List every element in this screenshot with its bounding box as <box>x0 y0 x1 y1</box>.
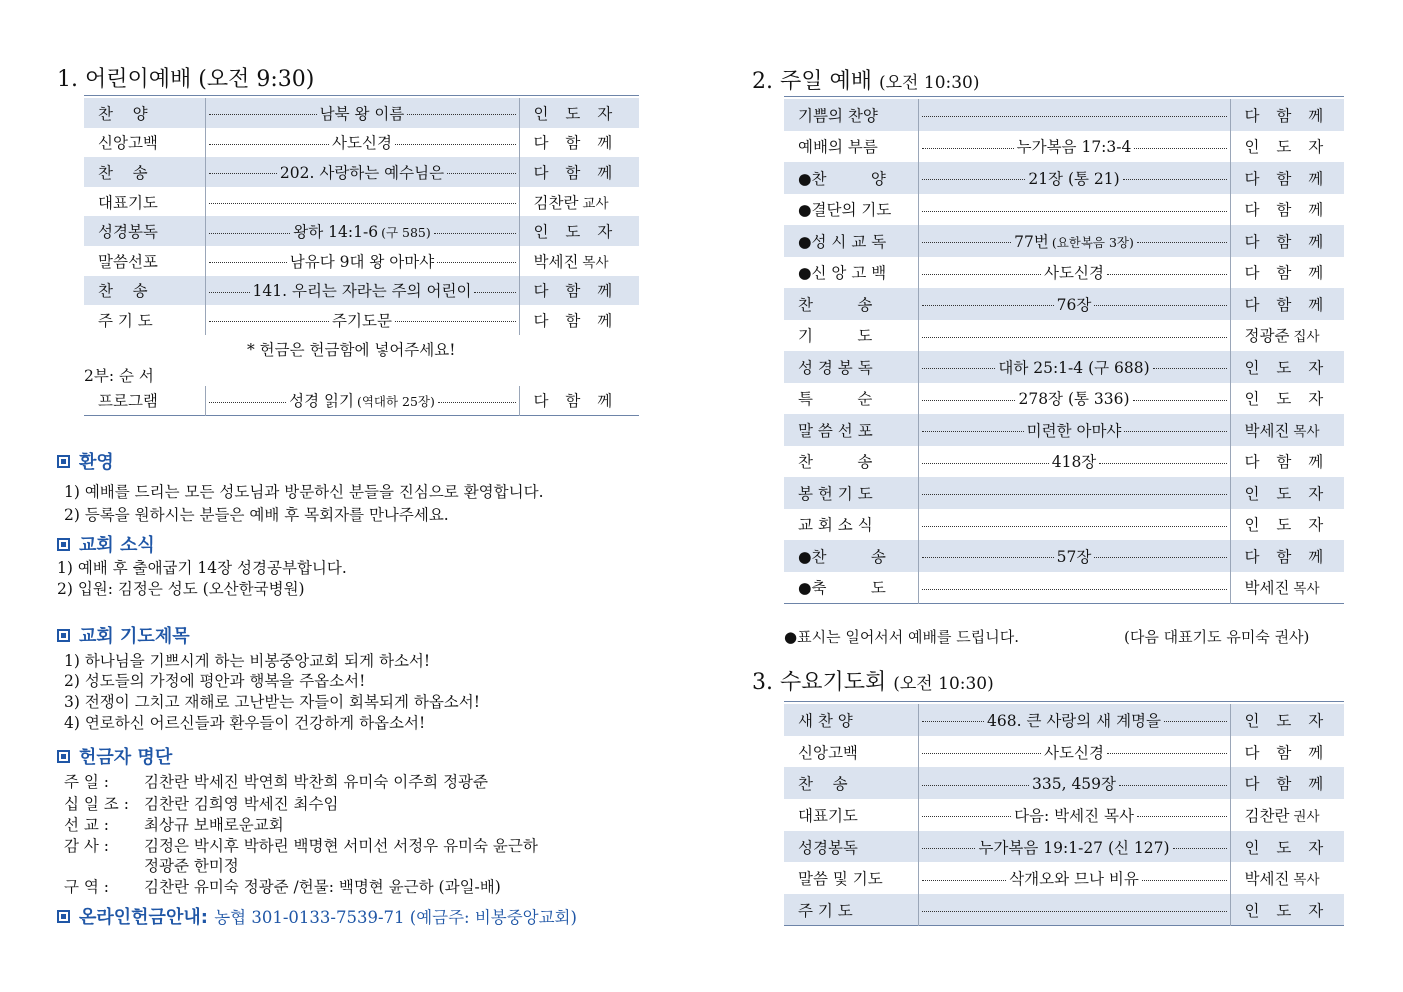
leader-text: 박세진 <box>1244 870 1290 889</box>
detail-text: 사도신경 <box>1044 743 1104 762</box>
order-item-name: ●찬 양 <box>784 162 918 194</box>
online-heading-text: 온라인헌금안내: <box>79 907 208 928</box>
order-item-name: ●신 앙 고 백 <box>798 264 887 283</box>
order-item-name: 기 도 <box>798 327 873 346</box>
order-item-detail <box>918 320 1230 352</box>
leader-text: 다 함 께 <box>1244 775 1330 794</box>
order-item-name: 말 씀 선 포 <box>784 414 918 446</box>
order-item-leader <box>1230 414 1344 446</box>
donor-names: 정광준 한미정 <box>144 857 239 875</box>
detail-text: 누가복음 17:3-4 <box>1016 138 1132 157</box>
order-item-detail <box>205 98 519 128</box>
standing-note: ●표시는 일어서서 예배를 드립니다. <box>784 628 1020 646</box>
order-item-leader <box>519 246 639 276</box>
order-item-leader <box>519 305 639 335</box>
order-item-name: 찬 송 <box>84 276 205 306</box>
leader-title: 목사 <box>1293 581 1320 597</box>
detail-text: 418장 <box>1051 453 1097 472</box>
order-item-name: 새 찬 양 <box>784 704 918 736</box>
leader-text: 다 함 께 <box>1244 201 1330 220</box>
order-item-leader <box>519 386 639 415</box>
donor-names: 김찬란 박세진 박연희 박찬희 유미숙 이주희 정광준 <box>144 773 488 791</box>
square-bullet-icon <box>57 629 70 642</box>
order-row <box>84 386 639 415</box>
order-item-leader <box>1230 225 1344 257</box>
leader-text: 다 함 께 <box>1244 743 1330 762</box>
welcome-item-2: 2) 등록을 원하시는 분들은 예배 후 목회자를 만나주세요. <box>64 506 449 524</box>
order-item-name: 성경봉독 <box>784 831 918 863</box>
donor-names: 최상규 보배로운교회 <box>144 816 284 834</box>
leader-title: 교사 <box>582 195 609 212</box>
leader-text: 다 함 께 <box>533 163 619 182</box>
prayer-heading-text: 교회 기도제목 <box>79 626 190 647</box>
order-item-detail <box>918 862 1230 894</box>
leader-text: 다 함 께 <box>533 311 619 330</box>
order-item-detail <box>918 225 1230 257</box>
order-item-leader <box>1230 257 1344 289</box>
order-row <box>784 383 1344 415</box>
leader-text: 박세진 <box>1244 421 1290 440</box>
order-item-leader <box>1230 540 1344 572</box>
children-time-text: (오전 9:30) <box>198 67 315 92</box>
leader-title: 목사 <box>1293 872 1320 889</box>
order-item-name: 기쁨의 찬양 <box>784 99 918 131</box>
leader-text: 다 함 께 <box>533 392 619 411</box>
order-item-leader <box>1230 288 1344 320</box>
order-row <box>84 98 639 128</box>
detail-text: 남북 왕 이름 <box>319 104 405 123</box>
children-service-title <box>57 62 314 93</box>
order-row <box>784 799 1344 831</box>
order-item-detail <box>918 540 1230 572</box>
square-bullet-icon <box>57 910 70 923</box>
order-item-name: 주 기 도 <box>784 894 918 926</box>
order-item-detail <box>918 99 1230 131</box>
order-item-detail <box>918 257 1230 289</box>
donor-names: 김찬란 김희영 박세진 최수임 <box>144 795 339 813</box>
order-item-leader <box>1230 862 1344 894</box>
leader-text: 다 함 께 <box>1244 295 1330 314</box>
square-bullet-icon <box>57 750 70 763</box>
square-bullet-icon <box>57 538 70 551</box>
children-title-text: 1. 어린이예배 <box>57 67 192 92</box>
sunday-order-table <box>784 99 1344 604</box>
leader-text: 인 도 자 <box>1244 484 1330 503</box>
order-item-leader <box>1230 351 1344 383</box>
order-item-leader <box>519 128 639 158</box>
leader-title: 목사 <box>582 254 609 271</box>
order-row <box>784 572 1344 604</box>
order-row <box>784 162 1344 194</box>
order-item-leader <box>519 187 639 217</box>
prayer-item-2: 2) 성도들의 가정에 평안과 행복을 주옵소서! <box>64 672 366 690</box>
order-item-leader <box>1230 383 1344 415</box>
order-item-leader <box>1230 799 1344 831</box>
prayer-item-4: 4) 연로하신 어르신들과 환우들이 건강하게 하옵소서! <box>64 714 426 732</box>
order-item-name: 찬 송 <box>84 157 205 187</box>
order-item-name: 프로그램 <box>98 392 158 411</box>
detail-text: 사도신경 <box>1044 264 1104 283</box>
donors-heading <box>57 743 172 769</box>
detail-text: 남유다 9대 왕 아마샤 <box>289 252 435 271</box>
order-item-leader <box>1230 767 1344 799</box>
order-item-leader <box>1230 131 1344 163</box>
leader-text: 다 함 께 <box>1244 547 1330 566</box>
order-item-detail <box>918 446 1230 478</box>
order-row <box>784 894 1344 926</box>
square-bullet-icon <box>57 455 70 468</box>
order-row <box>784 194 1344 226</box>
leader-title: 집사 <box>1293 329 1320 346</box>
leader-text: 김찬란 <box>1244 806 1290 825</box>
order-item-name: 찬 송 <box>784 288 918 320</box>
order-item-leader <box>1230 320 1344 352</box>
donor-category: 감 사 : <box>64 837 110 855</box>
detail-subtext: (구 585) <box>381 225 431 241</box>
order-row <box>784 477 1344 509</box>
leader-text: 다 함 께 <box>1244 169 1330 188</box>
donor-row <box>64 792 338 814</box>
detail-text: 주기도문 <box>332 311 392 330</box>
prayer-heading <box>57 622 190 648</box>
donor-row <box>64 834 538 856</box>
order-item-detail <box>205 276 519 306</box>
detail-text: 76장 <box>1056 295 1092 314</box>
order-item-detail <box>918 194 1230 226</box>
donor-category: 주 일 : <box>64 773 110 791</box>
leader-text: 김찬란 <box>533 193 579 212</box>
donor-names: 김찬란 유미숙 정광준 /헌물: 백명현 윤근하 (과일-배) <box>144 878 501 896</box>
detail-text: 141. 우리는 자라는 주의 어린이 <box>252 282 472 301</box>
wednesday-order-table <box>784 704 1344 926</box>
online-offering <box>57 903 577 929</box>
donor-row <box>64 875 501 897</box>
detail-subtext: (요한복음 3장) <box>1051 234 1134 250</box>
leader-text: 인 도 자 <box>533 223 619 242</box>
order-row <box>84 246 639 276</box>
order-item-name: ●성 시 교 독 <box>784 225 918 257</box>
detail-text: 왕하 14:1-6 <box>293 223 379 242</box>
leader-text: 정광준 <box>1244 327 1290 346</box>
order-row <box>784 414 1344 446</box>
detail-text: 57장 <box>1056 547 1092 566</box>
order-row <box>784 131 1344 163</box>
wednesday-service-title <box>752 665 994 696</box>
order-item-name: 말씀 및 기도 <box>798 870 883 889</box>
donor-names: 김정은 박시후 박하린 백명현 서미선 서정우 유미숙 윤근하 <box>144 837 538 855</box>
leader-title: 권사 <box>1293 808 1320 825</box>
order-row <box>784 862 1344 894</box>
order-item-detail <box>918 831 1230 863</box>
order-item-detail <box>918 131 1230 163</box>
order-item-detail <box>205 246 519 276</box>
order-item-name: ●결단의 기도 <box>798 201 892 220</box>
order-row <box>784 704 1344 736</box>
order-item-leader <box>1230 831 1344 863</box>
sunday-time-text: (오전 10:30) <box>879 73 980 93</box>
order-item-detail <box>918 288 1230 320</box>
order-item-detail <box>918 894 1230 926</box>
order-item-leader <box>1230 509 1344 541</box>
order-row <box>84 187 639 217</box>
order-item-leader <box>519 276 639 306</box>
wednesday-title-text: 3. 수요기도회 <box>752 670 887 695</box>
detail-text: 21장 (통 21) <box>1028 169 1120 188</box>
prayer-item-1: 1) 하나님을 기쁘시게 하는 비봉중앙교회 되게 하소서! <box>64 652 431 670</box>
order-item-name: 신앙고백 <box>798 743 858 762</box>
leader-text: 인 도 자 <box>1244 901 1330 920</box>
order-item-name: 대표기도 <box>98 193 158 212</box>
order-item-detail <box>918 162 1230 194</box>
order-item-detail <box>918 799 1230 831</box>
donor-row <box>64 854 239 876</box>
order-item-name: 특 순 <box>798 390 873 409</box>
order-row <box>84 157 639 187</box>
sunday-service-title <box>752 64 980 95</box>
order-item-detail <box>205 216 519 246</box>
order-item-name: 성 경 봉 독 <box>784 351 918 383</box>
order-item-name: 말씀선포 <box>98 252 158 271</box>
order-item-name: 주 기 도 <box>98 311 153 330</box>
news-heading-text: 교회 소식 <box>79 535 155 556</box>
order-row <box>784 351 1344 383</box>
order-item-name: 신앙고백 <box>98 134 158 153</box>
order-item-leader <box>1230 194 1344 226</box>
order-item-detail <box>205 305 519 335</box>
leader-text: 인 도 자 <box>1244 390 1330 409</box>
order-item-detail <box>918 509 1230 541</box>
order-item-detail <box>918 704 1230 736</box>
order-row <box>784 257 1344 289</box>
order-row <box>784 225 1344 257</box>
part2-title: 2부: 순 서 <box>84 367 154 385</box>
order-item-detail <box>918 383 1230 415</box>
order-row <box>84 216 639 246</box>
leader-text: 인 도 자 <box>1244 516 1330 535</box>
order-item-name: 대표기도 <box>798 806 858 825</box>
order-item-leader <box>1230 446 1344 478</box>
order-item-detail <box>918 477 1230 509</box>
detail-subtext: (역대하 25장) <box>356 394 435 410</box>
order-row <box>84 276 639 306</box>
leader-text: 박세진 <box>533 252 579 271</box>
online-account-text: 농협 301-0133-7539-71 (예금주: 비봉중앙교회) <box>214 908 577 927</box>
order-item-detail <box>918 767 1230 799</box>
order-item-name: 찬 송 <box>798 453 873 472</box>
leader-text: 다 함 께 <box>1244 453 1330 472</box>
order-item-leader <box>1230 704 1344 736</box>
order-row <box>784 320 1344 352</box>
donor-row <box>64 770 488 792</box>
detail-text: 누가복음 19:1-27 (신 127) <box>978 838 1170 857</box>
order-item-name: 교 회 소 식 <box>798 516 873 535</box>
order-row <box>784 540 1344 572</box>
leader-title: 목사 <box>1293 423 1320 440</box>
donors-heading-text: 헌금자 명단 <box>79 747 173 768</box>
donor-category: 선 교 : <box>64 816 110 834</box>
order-item-name: 찬 송 <box>784 767 918 799</box>
leader-text: 박세진 <box>1244 579 1290 597</box>
leader-text: 다 함 께 <box>1244 264 1330 283</box>
detail-text: 202. 사랑하는 예수님은 <box>279 163 445 182</box>
detail-text: 335, 459장 <box>1032 775 1116 794</box>
order-item-detail <box>205 187 519 217</box>
donor-category: 구 역 : <box>64 878 110 896</box>
leader-text: 다 함 께 <box>533 134 619 153</box>
order-item-leader <box>519 216 639 246</box>
leader-text: 인 도 자 <box>1244 838 1330 857</box>
order-row <box>84 305 639 335</box>
order-row <box>784 509 1344 541</box>
donor-category: 십 일 조 : <box>64 795 129 813</box>
order-item-leader <box>1230 572 1344 604</box>
sunday-title-text: 2. 주일 예배 <box>752 69 872 94</box>
order-item-detail <box>918 414 1230 446</box>
order-row <box>784 736 1344 768</box>
detail-text: 278장 (통 336) <box>1018 390 1130 409</box>
order-item-leader <box>1230 894 1344 926</box>
next-prayer-note: (다음 대표기도 유미숙 권사) <box>1124 628 1310 646</box>
detail-text: 삭개오와 므나 비유 <box>1009 870 1139 889</box>
order-row <box>784 99 1344 131</box>
news-item-2: 2) 입원: 김정은 성도 (오산한국병원) <box>57 580 305 598</box>
leader-text: 다 함 께 <box>533 282 619 301</box>
leader-text: 인 도 자 <box>533 104 619 123</box>
order-item-detail <box>205 157 519 187</box>
order-row <box>784 288 1344 320</box>
prayer-item-3: 3) 전쟁이 그치고 재해로 고난받는 자들이 회복되게 하옵소서! <box>64 693 480 711</box>
order-item-leader <box>1230 736 1344 768</box>
order-item-detail <box>205 128 519 158</box>
wednesday-time-text: (오전 10:30) <box>893 674 994 694</box>
leader-text: 다 함 께 <box>1244 232 1330 251</box>
detail-text: 사도신경 <box>332 134 392 153</box>
detail-text: 미련한 아마샤 <box>1026 421 1122 440</box>
leader-text: 인 도 자 <box>1244 358 1330 377</box>
detail-text: 77번 <box>1014 232 1049 251</box>
welcome-item-1: 1) 예배를 드리는 모든 성도님과 방문하신 분들을 진심으로 환영합니다. <box>64 483 544 501</box>
detail-text: 대하 25:1-4 (구 688) <box>998 358 1150 377</box>
news-item-1: 1) 예배 후 출애굽기 14장 성경공부합니다. <box>57 559 347 577</box>
order-row <box>784 831 1344 863</box>
donor-row <box>64 813 284 835</box>
welcome-heading-text: 환영 <box>79 452 114 473</box>
offering-note: * 헌금은 헌금함에 넣어주세요! <box>247 341 456 359</box>
leader-text: 인 도 자 <box>1244 138 1330 157</box>
welcome-heading <box>57 448 114 474</box>
order-item-leader <box>1230 477 1344 509</box>
order-row <box>84 128 639 158</box>
order-item-name: ●찬 송 <box>784 540 918 572</box>
order-item-detail <box>918 572 1230 604</box>
order-item-detail <box>918 736 1230 768</box>
order-item-leader <box>1230 99 1344 131</box>
detail-text: 468. 큰 사랑의 새 계명을 <box>987 711 1162 730</box>
leader-text: 다 함 께 <box>1244 106 1330 125</box>
order-item-name: 예배의 부름 <box>798 138 878 157</box>
order-item-name: ●축 도 <box>798 579 886 597</box>
detail-text: 성경 읽기 <box>289 392 354 411</box>
part2-order-table <box>84 386 639 416</box>
order-item-leader <box>519 157 639 187</box>
news-heading <box>57 531 155 557</box>
order-item-detail <box>205 386 519 415</box>
order-item-leader <box>519 98 639 128</box>
order-item-name: 찬 양 <box>84 98 205 128</box>
detail-text: 다음: 박세진 목사 <box>1014 806 1134 825</box>
order-row <box>784 767 1344 799</box>
leader-text: 인 도 자 <box>1244 711 1330 730</box>
order-item-name: 봉 헌 기 도 <box>784 477 918 509</box>
order-item-leader <box>1230 162 1344 194</box>
order-row <box>784 446 1344 478</box>
order-item-detail <box>918 351 1230 383</box>
children-order-table <box>84 98 639 335</box>
order-item-name: 성경봉독 <box>84 216 205 246</box>
